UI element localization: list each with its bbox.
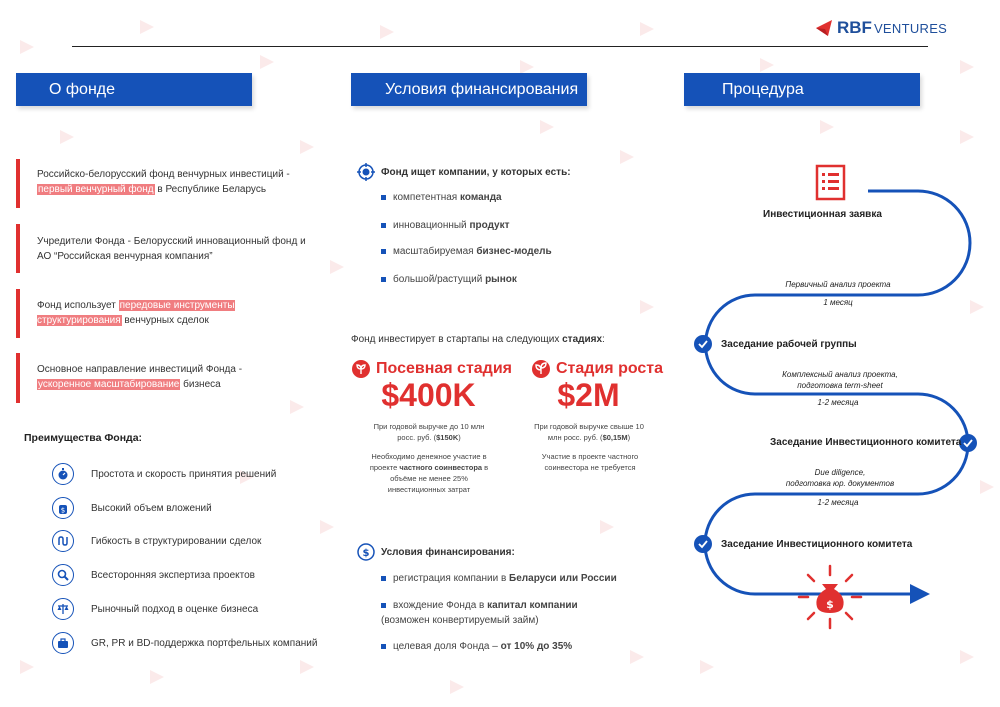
fact-text: Российско-белорусский фонд венчурных инвестиций -	[37, 169, 290, 180]
about-header-label: О фонде	[49, 81, 116, 98]
looking-item-text: инновационный	[393, 220, 470, 231]
financing-item-text: (возможен конвертируемый займ)	[381, 615, 539, 626]
duration-1: 1 месяц	[823, 298, 853, 307]
fact-highlight: ускоренное масштабирование	[38, 379, 180, 390]
looking-item-bold: команда	[459, 192, 502, 203]
procedure-header-label: Процедура	[722, 81, 804, 98]
step-investment-committee-1: Заседание Инвестиционного комитета	[770, 437, 962, 448]
seed-amount: $400K	[381, 377, 476, 413]
note-primary-analysis: Первичный анализ проекта	[785, 280, 891, 289]
arrow-head-icon	[910, 584, 930, 604]
seed-revenue-text: )	[458, 433, 461, 442]
financing-item-bold: Беларуси или России	[509, 573, 617, 584]
procedure-path	[705, 191, 970, 594]
step-working-group: Заседание рабочей группы	[721, 339, 857, 350]
step-investment-committee-2: Заседание Инвестиционного комитета	[721, 539, 913, 550]
fact-text: Учредители Фонда - Белорусский инновационный фонд и АО “Российская венчурная компания”	[37, 236, 306, 262]
check-icon	[694, 335, 712, 353]
seed-revenue-bold: $150K	[436, 433, 459, 442]
note-complex-analysis	[760, 369, 920, 391]
looking-item-text: масштабируемая	[393, 246, 477, 257]
looking-item-text: компетентная	[393, 192, 460, 203]
check-icon	[694, 535, 712, 553]
looking-item-bold: бизнес-модель	[476, 246, 552, 257]
growth-revenue-text: )	[627, 433, 631, 442]
looking-for-title-text: Фонд ищет компании, у которых есть:	[381, 166, 571, 178]
logo-ventures-text: VENTURES	[873, 20, 948, 36]
note-line: подготовка term-sheet	[797, 381, 883, 390]
note-line: Due diligence,	[814, 468, 866, 477]
advantage-label: Высокий объем вложений	[91, 502, 212, 514]
advantage-label: GR, PR и BD-поддержка портфельных компаний	[91, 637, 318, 649]
fact-text: Основное направление инвестиций Фонда -	[37, 364, 243, 375]
advantage-label: Гибкость в структурировании сделок	[91, 535, 262, 547]
growth-amount: $2M	[557, 377, 620, 413]
fact-highlight: первый венчурный фонд	[38, 184, 154, 195]
advantage-label: Простота и скорость принятия решений	[91, 468, 277, 480]
note-line: Комплексный анализ проекта,	[782, 370, 898, 379]
seed-stage-title-text: Посевная стадия	[376, 360, 512, 377]
invests-text: :	[602, 334, 605, 345]
invests-text: Фонд инвестирует в стартапы на следующих	[351, 334, 563, 345]
logo-rbf-text: RBF	[837, 18, 872, 37]
note-due-diligence	[760, 467, 920, 489]
financing-item-bold: капитал компании	[487, 600, 578, 611]
seed-coinvestor-text: в объёме не менее 25% инвестиционных затрат	[387, 463, 489, 494]
fact-text: в Республике Беларусь	[154, 184, 267, 195]
seed-revenue-text: При годовой выручке до 10 млн росс. руб. (	[373, 422, 485, 442]
fact-text: бизнеса	[180, 379, 221, 390]
growth-coinvestor: Участие в проекте частного соинвестора не требуется	[541, 452, 639, 472]
growth-revenue-bold: $0,15M	[602, 433, 628, 442]
fact-text: венчурных сделок	[121, 315, 209, 326]
step-investment-application: Инвестиционная заявка	[763, 209, 882, 220]
looking-item-bold: продукт	[469, 220, 510, 231]
seed-coinvestor-text: Необходимо денежное участие в проекте	[369, 452, 487, 472]
svg-text:$: $	[826, 598, 834, 611]
growth-revenue-text: При годовой выручке свыше 10 млн росс. руб. (	[534, 422, 644, 442]
looking-item-text: большой/растущий	[393, 274, 486, 285]
advantages-title: Преимущества Фонда:	[24, 432, 143, 444]
svg-text:$: $	[60, 506, 66, 514]
document-list-icon	[817, 166, 844, 199]
duration-2: 1-2 месяца	[817, 398, 859, 407]
looking-item-bold: рынок	[485, 274, 517, 285]
svg-text:$: $	[362, 548, 370, 559]
financing-item-text: вхождение Фонда в	[393, 600, 488, 611]
invests-bold: стадиях	[562, 334, 603, 345]
growth-stage-title-text: Стадия роста	[556, 360, 664, 377]
financing-item-bold: от 10% до 35%	[500, 641, 573, 652]
duration-3: 1-2 месяца	[817, 498, 859, 507]
advantage-label: Всесторонняя экспертиза проектов	[91, 569, 255, 581]
advantage-label: Рыночный подход в оценке бизнеса	[91, 603, 259, 615]
financing-title-text: Условия финансирования:	[381, 546, 515, 558]
money-bag-icon	[799, 566, 861, 628]
note-line: подготовка юр. документов	[785, 479, 895, 488]
financing-item-text: целевая доля Фонда –	[393, 641, 501, 652]
check-icon	[959, 434, 977, 452]
financing-item-text: регистрация компании в	[393, 573, 510, 584]
fact-text: Фонд использует	[37, 300, 119, 311]
seed-coinvestor-bold: частного соинвестора	[399, 463, 483, 472]
fact-highlight: передовые инструменты структурирования	[37, 300, 235, 326]
conditions-header-label: Условия финансирования	[385, 81, 579, 98]
